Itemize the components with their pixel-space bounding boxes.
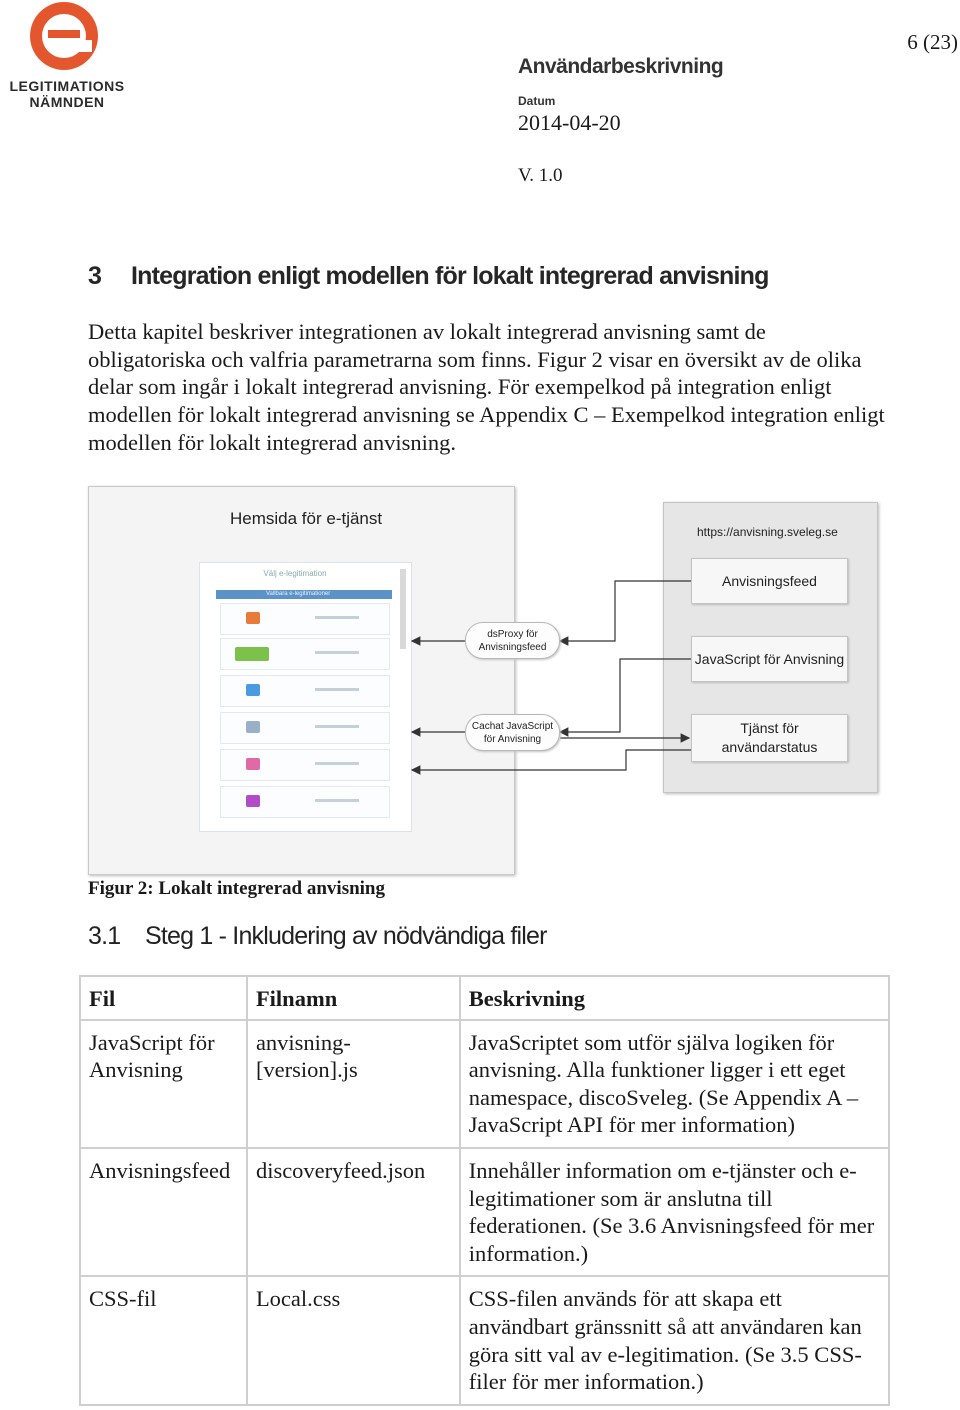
table-cell: discoveryfeed.json [247,1148,460,1276]
table-row [80,1276,889,1404]
mockup-title: Välj e-legitimation [263,569,327,578]
logo-line1: LEGITIMATIONS [9,78,125,94]
section-paragraph: Detta kapitel beskriver integrationen av lokalt integrerad anvisning samt de obligatoriska och valfria parametrarna som finns. Figur 2 visar en översikt av de olika delar som ingår i lokalt integrerad anvisning. För exempelkod på integration enligt modellen för lokalt integrerad anvisning se Appendix C – Exempelkod integration enligt modellen för lokalt integrerad anvisning. [88,319,885,455]
table-cell: JavaScript för Anvisning [80,1020,247,1148]
mockup-header-bar: Vallbara e-legitimationer [216,590,392,599]
oval-dsproxy-line1: dsProxy för [487,628,538,640]
oval-dsproxy [465,622,560,659]
idp-logo-icon [246,684,260,696]
idp-logo-icon [246,721,260,733]
page-number: 6 (23) [907,30,958,54]
logo-e-icon [4,0,130,80]
idp-logo-icon [246,758,260,770]
arrow-status-to-page [412,750,691,770]
table-cell: Anvisningsfeed [80,1148,247,1276]
logo [4,0,130,112]
subsection-number: 3.1 [88,922,121,950]
document-title: Användarbeskrivning [518,55,724,78]
table-cell: Local.css [247,1276,460,1404]
mockup-row [220,675,390,707]
idp-logo-icon [246,612,260,624]
table-cell: CSS-filen används för att skapa ett användbart gränssnitt så att användaren kan göra sitt val av e-legitimation. (Se 3.5 CSS-filer för mer information.) [460,1276,889,1404]
server-url: https://anvisning.sveleg.se [697,525,838,539]
section-heading [88,262,769,291]
table-cell: JavaScriptet som utför själva logiken för anvisning. Alla funktioner ligger i ett eget namespace, discoSveleg. (Se Appendix A – JavaScript API för mer information) [460,1020,889,1148]
date-label: Datum [518,94,556,108]
table-row [80,1020,889,1148]
mockup-row [220,638,390,670]
section-title: Integration enligt modellen för lokalt integrerad anvisning [131,262,769,290]
box-javascript: JavaScript för Anvisning [691,636,848,682]
mockup-row [220,712,390,744]
section-number: 3 [88,262,102,290]
figure-webpage-title: Hemsida för e-tjänst [230,509,383,528]
figure-caption: Figur 2: Lokalt integrerad anvisning [88,878,385,899]
table-header-cell: Beskrivning [460,976,889,1020]
table-row [80,1148,889,1276]
version: V. 1.0 [518,165,563,186]
table-header-cell: Fil [80,976,247,1020]
table-header-row [80,976,889,1020]
mockup-row [220,786,390,818]
table-cell: CSS-fil [80,1276,247,1404]
table-cell: anvisning- [version].js [247,1020,460,1148]
subsection-title: Steg 1 - Inkludering av nödvändiga filer [145,922,547,950]
date-value: 2014-04-20 [518,110,621,135]
oval-dsproxy-line2: Anvisningsfeed [478,641,547,653]
box-user-status-line1: Tjänst för [740,720,799,736]
box-anvisningsfeed: Anvisningsfeed [691,558,848,604]
idp-selector-mockup [199,562,412,832]
arrow-feed-to-proxy [560,581,691,641]
idp-logo-icon [246,795,260,807]
oval-cached-line1: Cachat JavaScript [471,720,554,732]
table-header-cell: Filnamn [247,976,460,1020]
box-user-status [691,714,848,762]
subsection-heading [88,922,547,951]
files-table [79,975,890,1406]
mockup-row [220,603,390,635]
arrow-js-to-cached [560,659,691,732]
box-user-status-line2: användarstatus [721,739,818,755]
oval-cached-line2: för Anvisning [483,733,542,745]
idp-logo-icon [235,647,269,661]
table-cell: Innehåller information om e-tjänster och e-legitimationer som är anslutna till federationen. (Se 3.6 Anvisningsfeed för mer information.) [460,1148,889,1276]
logo-line2: NÄMNDEN [29,94,105,110]
oval-cached-js [465,714,560,751]
mockup-row [220,749,390,781]
